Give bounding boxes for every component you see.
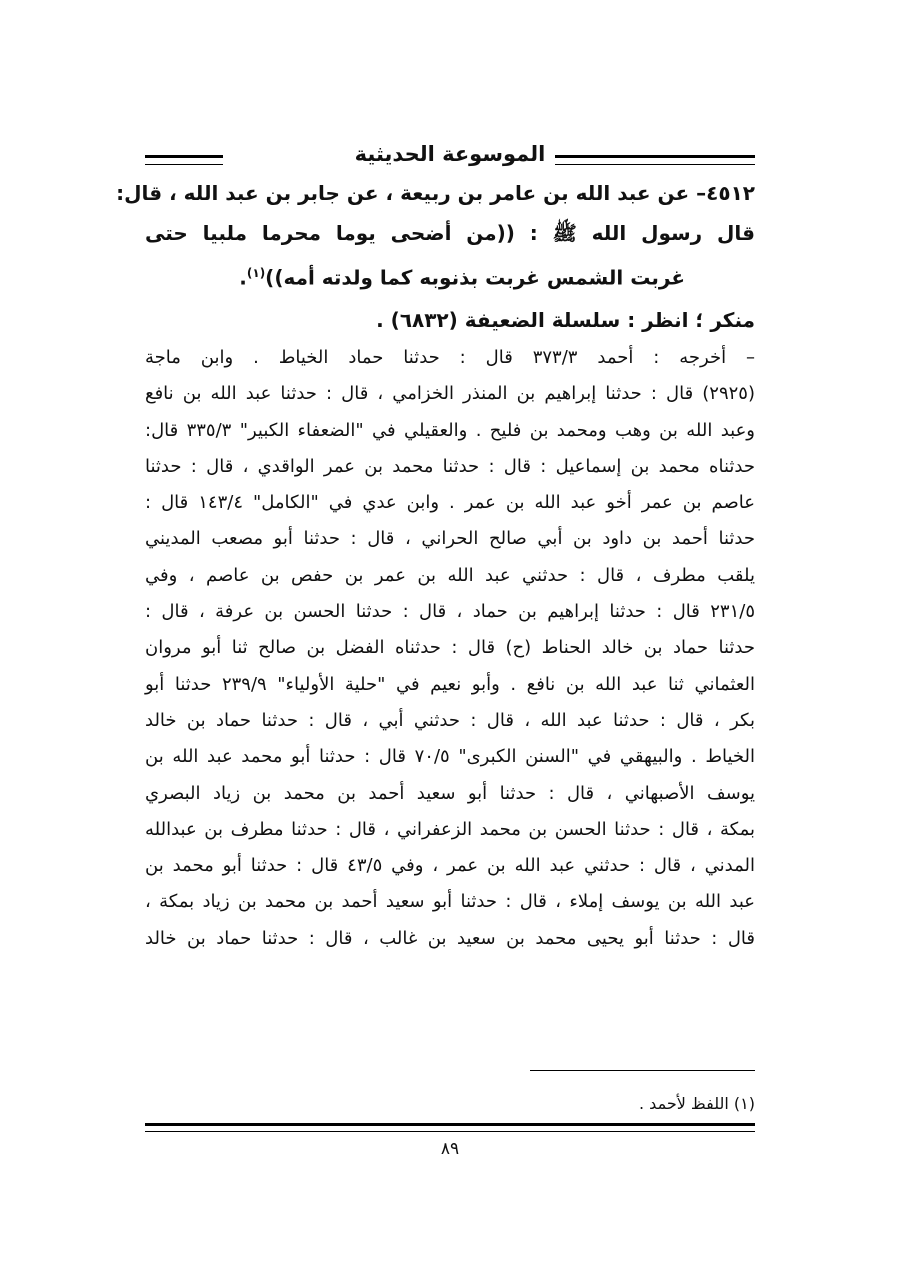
hadith-grading: منكر ؛ انظر : سلسلة الضعيفة (٦٨٣٢) .	[376, 307, 755, 332]
body-line: حدثنا أحمد بن داود بن أبي صالح الحراني ، قال : حدثنا أبو مصعب المديني	[145, 528, 755, 550]
body-line: قال : حدثنا أبو يحيى محمد بن سعيد بن غالب ، قال : حدثنا حماد بن خالد	[145, 927, 755, 949]
body-line: الخياط . والبيهقي في "السنن الكبرى" ٧٠/٥ قال : حدثنا أبو محمد عبد الله بن	[145, 746, 756, 768]
page-number: ٨٩	[440, 1139, 460, 1159]
footnote-divider	[530, 1070, 755, 1071]
page-header	[145, 140, 755, 170]
takhrij-text	[145, 340, 755, 957]
body-line: عاصم بن عمر أخو عبد الله بن عمر . وابن عدي في "الكامل" ١٤٣/٤ قال :	[145, 492, 755, 514]
body-line: بمكة ، قال : حدثنا الحسن بن محمد الزعفراني ، قال : حدثنا مطرف بن عبدالله	[145, 818, 755, 840]
hadith-line-1: ٤٥١٢– عن عبد الله بن عامر بن ربيعة ، عن جابر بن عبد الله ، قال:	[116, 181, 755, 205]
body-line: بكر ، قال : حدثنا عبد الله ، قال : حدثني أبي ، قال : حدثنا حماد بن خالد	[145, 709, 755, 731]
body-line: يلقب مطرف ، قال : حدثني عبد الله بن عمر بن حفص بن عاصم ، وفي	[145, 564, 755, 586]
header-title: الموسوعة الحديثية	[145, 140, 755, 168]
hadith-text	[116, 173, 755, 340]
body-line: – أخرجه : أحمد ٣٧٣/٣ قال : حدثنا حماد الخياط . وابن ماجة	[145, 347, 755, 368]
body-line: العثماني ثنا عبد الله بن نافع . وأبو نعيم في "حلية الأولياء" ٢٣٩/٩ حدثنا أبو	[145, 673, 755, 695]
body-line: ٢٣١/٥ قال : حدثنا إبراهيم بن حماد ، قال : حدثنا الحسن بن عرفة ، قال :	[145, 601, 755, 623]
body-line: عبد الله بن يوسف إملاء ، قال : حدثنا أبو سعيد أحمد بن محمد بن زياد بمكة ،	[145, 891, 755, 913]
body-line: حدثناه محمد بن إسماعيل : قال : حدثنا محمد بن عمر الواقدي ، قال : حدثنا	[145, 455, 755, 477]
hadith-line-3: غربت الشمس غربت بذنوبه كما ولدته أمه))$^{(١)}$.	[239, 265, 685, 290]
body-line: المدني ، قال : حدثني عبد الله بن عمر ، وفي ٤٣/٥ قال : حدثنا أبو محمد بن	[145, 855, 755, 877]
body-line: حدثنا حماد بن خالد الحناط (ح) قال : حدثناه الفضل بن صالح ثنا أبو مروان	[145, 637, 755, 659]
footnote: (١) اللفظ لأحمد .	[639, 1094, 755, 1113]
body-line: (٢٩٢٥) قال : حدثنا إبراهيم بن المنذر الخزامي ، قال : حدثنا عبد الله بن نافع	[145, 383, 755, 405]
body-line: يوسف الأصبهاني ، قال : حدثنا أبو سعيد أحمد بن محمد بن زياد البصري	[145, 782, 755, 804]
footnote-marker[interactable]: (١)	[246, 266, 266, 280]
hadith-line-2: قال رسول الله ﷺ : ((من أضحى يوما محرما ملبيا حتى	[145, 221, 755, 245]
footer-rule	[145, 1123, 755, 1132]
body-line: وعبد الله بن وهب ومحمد بن فليح . والعقيلي في "الضعفاء الكبير" ٣٣٥/٣ قال:	[145, 419, 756, 441]
